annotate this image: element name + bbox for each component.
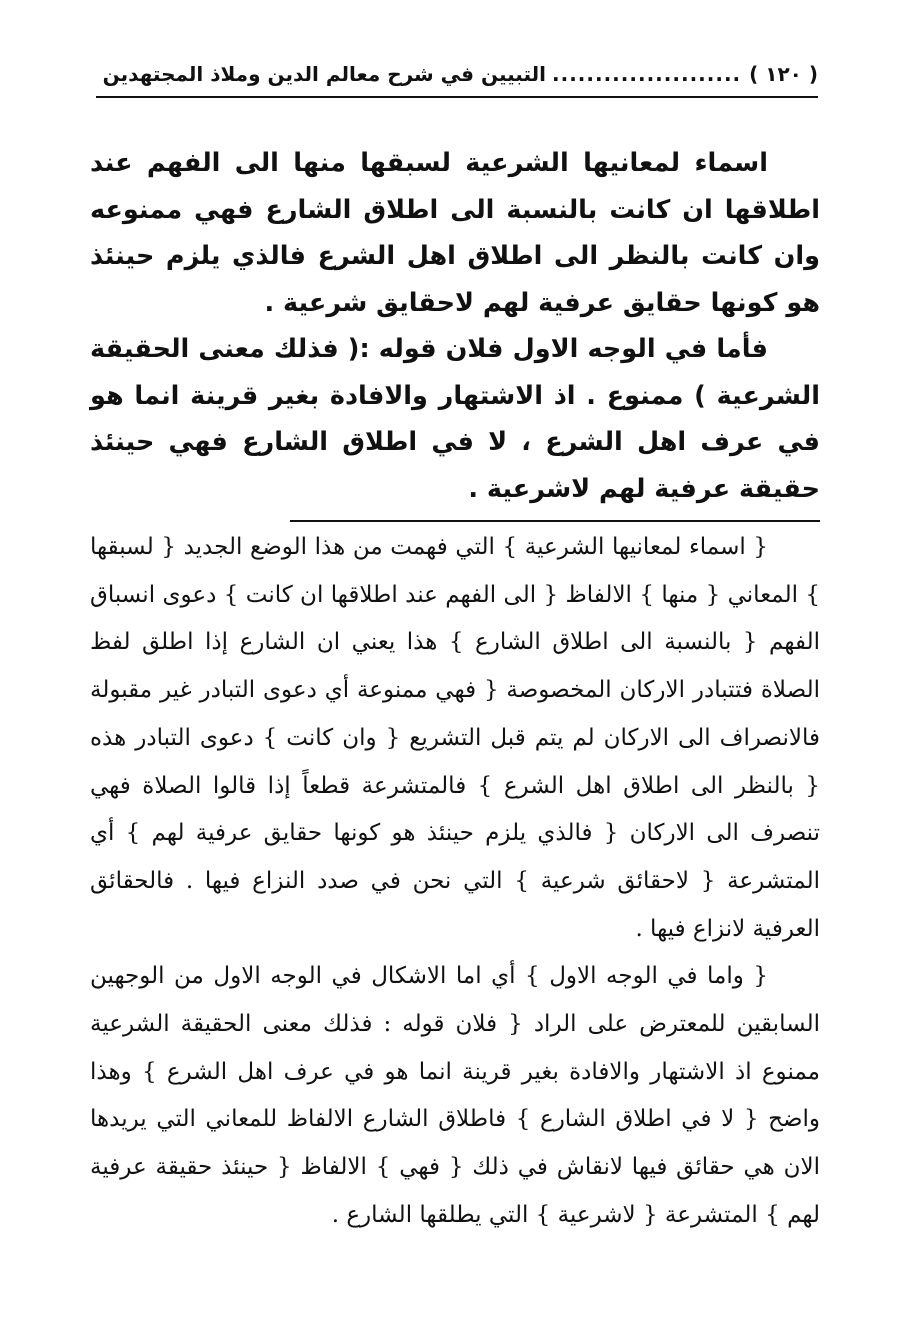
sharh-paragraph-2: { واما في الوجه الاول } أي اما الاشكال في الوجه الاول من الوجهين السابقين للمعترض على الراد { فلان قوله : فذلك معنى الحقيقة الشرعية ممنوع اذ الاشتهار والافادة بغير قرينة انما هو في عرف اهل الشرع } وهذا واضح { لا في اطلاق الشارع } فاطلاق الشارع الالفاظ للمعاني التي يريدها الان هي حقائق فيها لانقاش في ذلك { فهي } الالفاظ { حينئذ حقيقة عرفية لهم } المتشرعة { لاشرعية } التي يطلقها الشارع . [90, 963, 820, 1228]
header-leader-dots: ...................... [552, 62, 742, 86]
sharh-paragraph-1: { اسماء لمعانيها الشرعية } التي فهمت من هذا الوضع الجديد { لسبقها } المعاني { منها } الالفاظ { الى الفهم عند اطلاقها ان كانت } دعوى انسباق الفهم { بالنسبة الى اطلاق الشارع } هذا يعني ان الشارع إذا اطلق لفظ الصلاة فتتبادر الاركان المخصوصة { فهي ممنوعة أي دعوى التبادر غير مقبولة فالانصراف الى الاركان لم يتم قبل التشريع { وان كانت } دعوى التبادر هذه { بالنظر الى اطلاق اهل الشرع } فالمتشرعة قطعاً إذا قالوا الصلاة فهي تنصرف الى الاركان { فالذي يلزم حينئذ هو كونها حقايق عرفية لهم } أي المتشرعة { لاحقائق شرعية } التي نحن في صدد النزاع فيها . فالحقائق العرفية لانزاع فيها . [90, 534, 820, 942]
running-header [96, 52, 818, 98]
book-title: التبيين في شرح معالم الدين وملاذ المجتهدين [102, 62, 546, 86]
page-number: ( ١٢٠ ) [749, 62, 818, 86]
matn-paragraph-1: اسماء لمعانيها الشرعية لسبقها منها الى الفهم عند اطلاقها ان كانت بالنسبة الى اطلاق الشارع فهي ممنوعه وان كانت بالنظر الى اطلاق اهل الشرع فالذي يلزم حينئذ هو كونها حقايق عرفية لهم لاحقايق شرعية . [90, 148, 820, 318]
matn-paragraph-2: فأما في الوجه الاول فلان قوله :( فذلك معنى الحقيقة الشرعية ) ممنوع . اذ الاشتهار والافادة بغير قرينة انما هو في عرف اهل الشرع ، لا في اطلاق الشارع فهي حينئذ حقيقة عرفية لهم لاشرعية . [90, 334, 820, 504]
section-divider [290, 520, 820, 522]
matn-text-block [90, 140, 820, 512]
sharh-text-block [90, 524, 820, 1240]
